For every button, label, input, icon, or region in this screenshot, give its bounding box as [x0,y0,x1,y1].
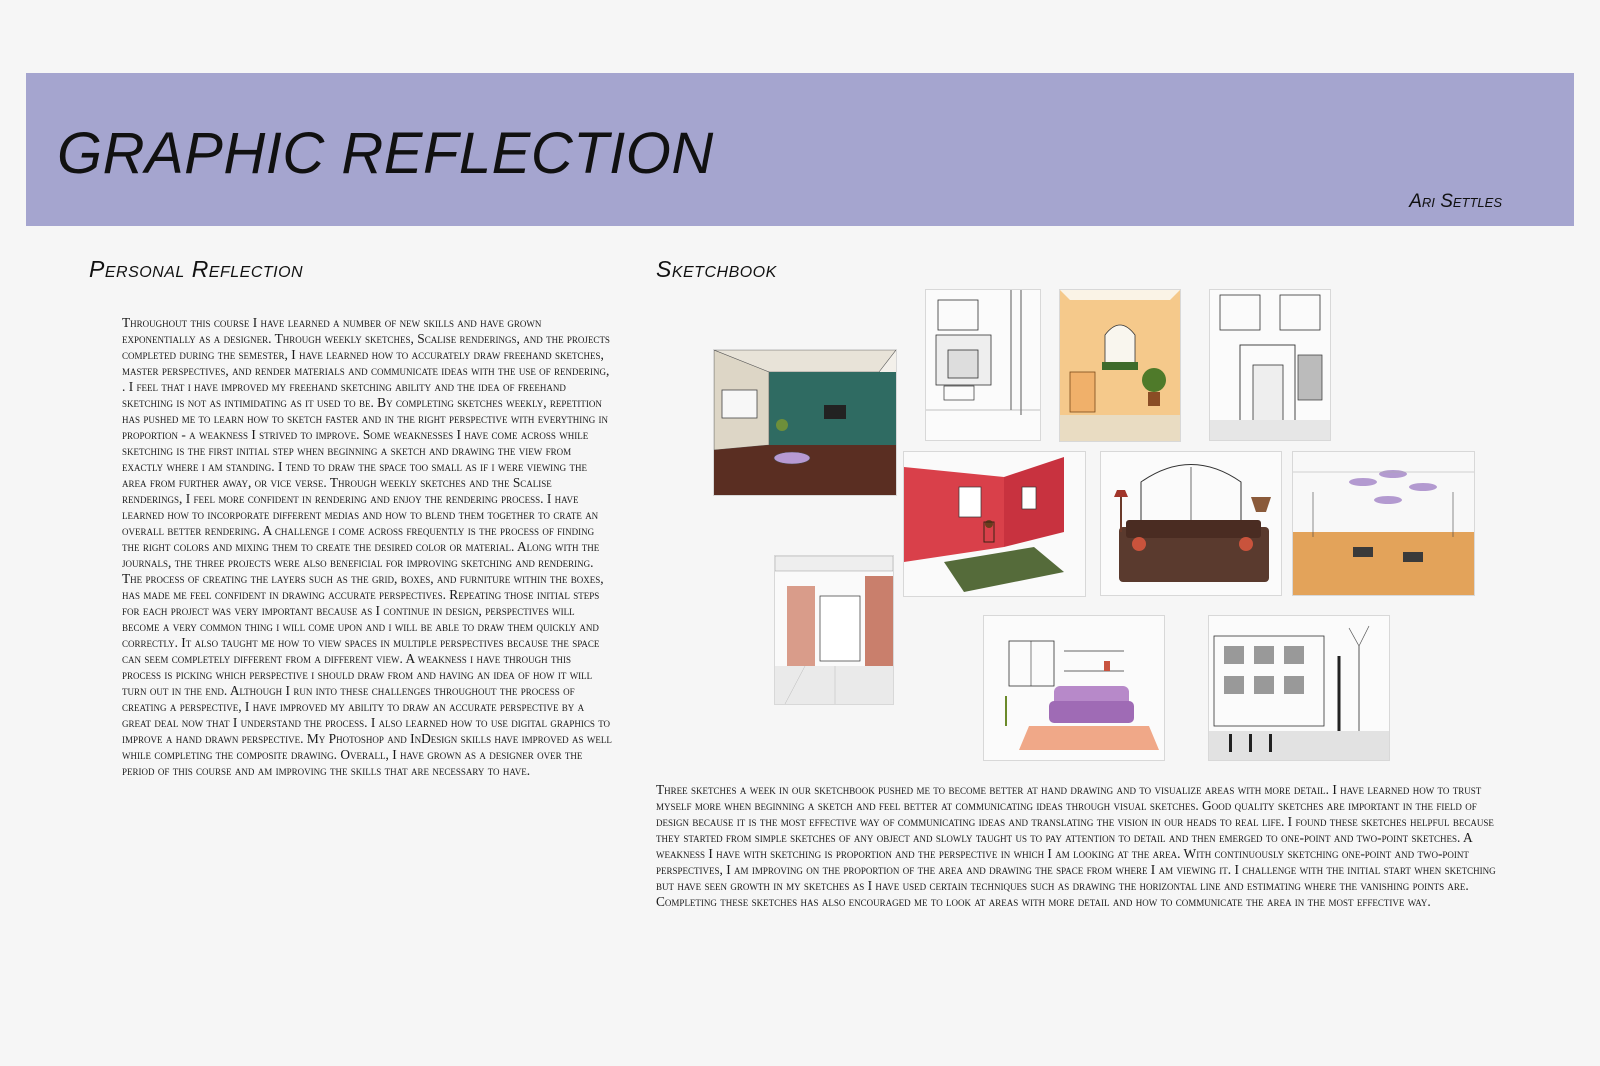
teal-wall-living-room-sketch [714,350,896,495]
author-name: Ari Settles [1409,191,1502,212]
page-title: GRAPHIC REFLECTION [57,121,714,186]
sketchbook-body: Three sketches a week in our sketchbook pushed me to become better at hand drawing and to visualize areas with more detail. I have learned how to trust myself more when beginning a sketch and feel better at communicating ideas through visual sketches. Good quality sketches are important in the field of design because it is the most effective way of communicating ideas and translating the vision in our heads to real life. I found these sketches helpful because they started from simple sketches of any object and slowly taught us to pay attention to detail and then emerged to one-point and two-point sketches. A weakness I have with sketching is proportion and the perspective in which I am looking at the area. With continuously sketching one-point and two-point perspectives, I am improving on the proportion of the area and drawing the space from where I am viewing it. I challenge with the initial start when sketching but have seen growth in my sketches as I have used certain techniques such as drawing the horizontal line and estimating where the vanishing points are. Completing these sketches has also encouraged me to look at areas with more detail and how to communicate the area in the most effective way. [656,782,1496,909]
header-banner [26,73,1574,226]
personal-reflection-body: Throughout this course I have learned a number of new skills and have grown exponentially as a designer. Through weekly sketches, Scalise renderings, and the projects completed during the semester, I have learned how to accurately draw freehand sketches, master perspectives, and render materials and communicate ideas with the use of rendering, . I feel that i have improved my freehand sketching ability and the idea of freehand sketching is not as intimidating as it used to be. By completing sketches weekly, repetition has pushed me to learn how to sketch faster and in the right perspective with everything in proportion - a weakness I strived to improve. Some weaknesses I have come across while sketching is the first initial step when beginning a sketch and drawing the view from exactly where i am standing. I tend to draw the space too small as if i were viewing the area from further away, or vice verse. Through weekly sketches and the Scalise renderings, I feel more confident in rendering and enjoy the rendering process. I have learned how to incorporate different medias and how to blend them together to crate an overall better rendering. A challenge i come across frequently is the process of finding the right colors and mixing them to create the desired color or material. Along with the journals, the three projects were also beneficial for improving sketching and rendering. The process of creating the layers such as the grid, boxes, and furniture within the boxes, has made me feel confident in drawing accurate perspectives. Repeating those initial steps for each project was very important because as I continue in design, perspectives will become a very common thing i will come upon and i will be able to draw them quickly and correctly. It also taught me how to view spaces in multiple perspectives because the space can seem completely different from a different view. A weakness i have through this process is picking which perspective i should draw from and having an idea of how it will turn out in the end. Although I run into these challenges throughout the process of creating a perspective, I have improved my ability to draw an accurate perspective by a great deal now that I understand the process. I also learned how to use digital graphics to improve a hand drawn perspective. My Photoshop and InDesign skills have improved as well while completing the composite drawing. Overall, I have grown as a designer over the period of this course and am improving the skills that are necessary to have. [122,315,612,778]
personal-reflection-heading: Personal Reflection [89,256,304,282]
brown-sofa-window-sketch [1101,452,1281,595]
brick-column-hallway-sketch [775,556,893,704]
sketchbook-heading: Sketchbook [656,256,777,282]
fireplace-sketch [926,290,1040,440]
building-facade-sketch [1210,290,1330,440]
street-buildings-sketch [1209,616,1389,760]
red-wall-room-sketch [904,452,1085,596]
purple-loveseat-sketch [984,616,1164,760]
yellow-wall-chair-sketch [1060,290,1180,441]
pendant-lights-dining-sketch [1293,452,1474,595]
